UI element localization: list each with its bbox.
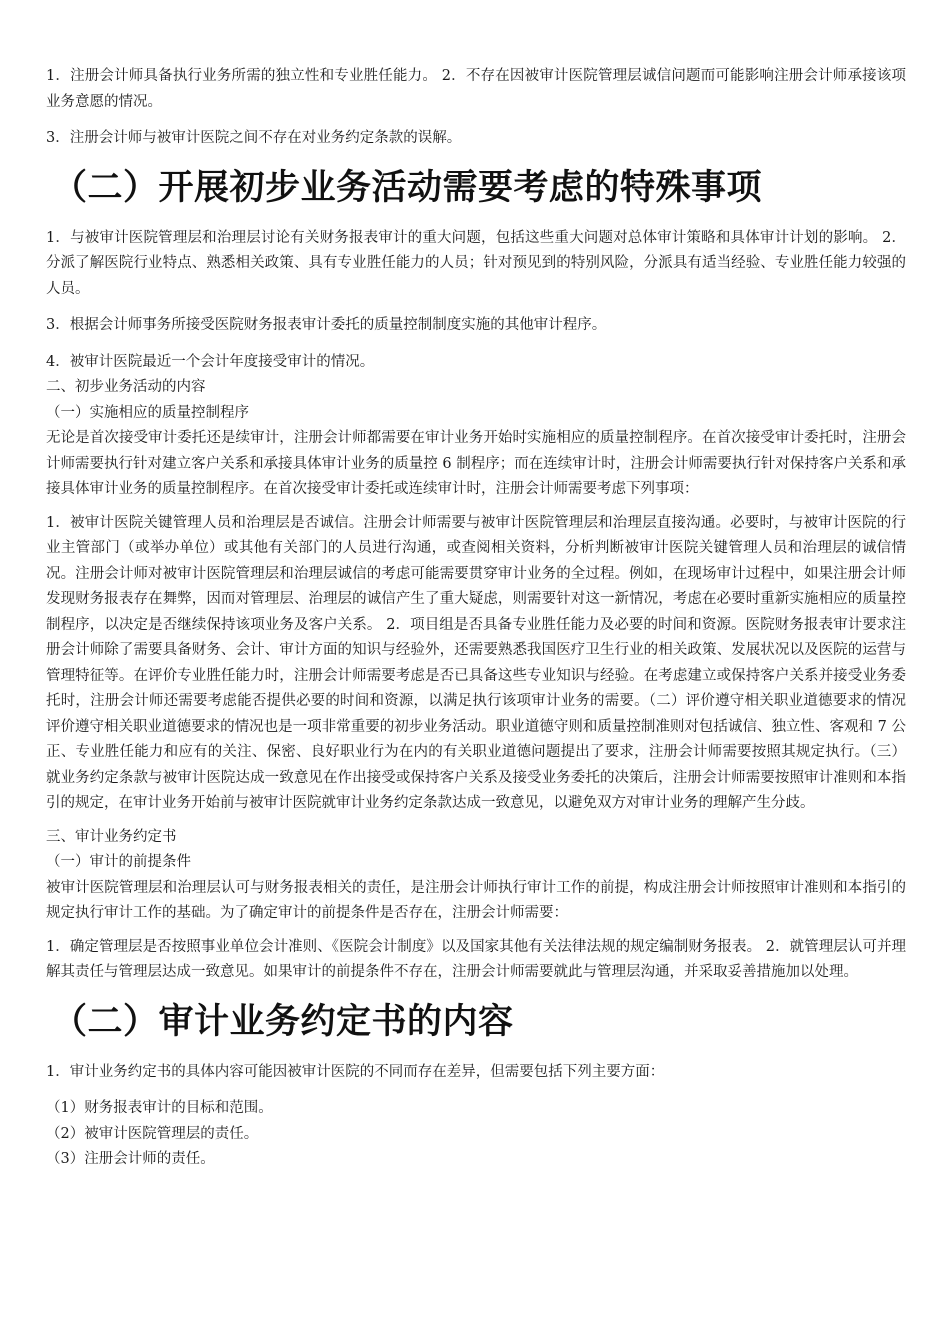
paragraph-independence: 1．注册会计师具备执行业务所需的独立性和专业胜任能力。 2．不存在因被审计医院管理层诚信问题而可能影响注册会计师承接该项业务意愿的情况。 [46,68,906,110]
section-heading-special-matters: （二）开展初步业务活动需要考虑的特殊事项 [52,167,763,208]
paragraph-quality-control-body: 无论是首次接受审计委托还是续审计，注册会计师都需要在审计业务开始时实施相应的质量控制程序。在首次接受审计委托时，注册会计师需要执行针对建立客户关系和承接具体审计业务的质量控 6 制程序；而在连续审计时，注册会计师需要执行针对保持客户关系和承接具体审计业务的质量控制程序。在首次接受审计委托或连续审计时，注册会计师需要考虑下列事项： [46,430,906,497]
paragraph-no-misunderstanding: 3．注册会计师与被审计医院之间不存在对业务约定条款的误解。 [46,130,462,146]
paragraph-preconditions-items: 1．确定管理层是否按照事业单位会计准则、《医院会计制度》以及国家其他有关法律法规的规定编制财务报表。 2．就管理层认可并理解其责任与管理层达成一致意见。如果审计的前提条件不存在，注册会计师需要就此与管理层沟通，并采取妥善措施加以处理。 [46,938,906,980]
paragraph-integrity-competence: 1．被审计医院关键管理人员和治理层是否诚信。注册会计师需要与被审计医院管理层和治理层直接沟通。必要时，与被审计医院的行业主管部门（或举办单位）或其他有关部门的人员进行沟通，或查阅相关资料，分析判断被审计医院关键管理人员和治理层的诚信情况。注册会计师对被审计医院管理层和治理层诚信的考虑可能需要贯穿审计业务的全过程。例如，在现场审计过程中，如果注册会计师发现财务报表存在舞弊，因而对管理层、治理层的诚信产生了重大疑虑，则需要针对这一新情况，考虑在必要时重新实施相应的质量控制程序，以决定是否继续保持该项业务及客户关系。 2．项目组是否具备专业胜任能力及必要的时间和资源。医院财务报表审计要求注册会计师除了需要具备财务、会计、审计方面的知识与经验外，还需要熟悉我国医疗卫生行业的相关政策、发展状况以及医院的运营与管理特征等。在评价专业胜任能力时，注册会计师需要考虑是否已具备这些专业知识与经验。在考虑建立或保持客户关系并接受业务委托时，注册会计师还需要考虑能否提供必要的时间和资源，以满足执行该项审计业务的需要。（二）评价遵守相关职业道德要求的情况评价遵守相关职业道德要求的情况也是一项非常重要的初步业务活动。职业道德守则和质量控制准则对包括诚信、独立性、客观和 7 公正、专业胜任能力和应有的关注、保密、良好职业行为在内的有关职业道德问题提出了要求，注册会计师需要按照其规定执行。（三）就业务约定条款与被审计医院达成一致意见在作出接受或保持客户关系及接受业务委托的决策后，注册会计师需要按照审计准则和本指引的规定，在审计业务开始前与被审计医院就审计业务约定条款达成一致意见，以避免双方对审计业务的理解产生分歧。 [46,514,906,811]
subheading-activity-content: 二、初步业务活动的内容 [46,379,206,395]
paragraph-preconditions-body: 被审计医院管理层和治理层认可与财务报表相关的责任，是注册会计师执行审计工作的前提，构成注册会计师按照审计准则和本指引的规定执行审计工作的基础。为了确定审计的前提条件是否存在，注册会计师需要： [46,879,906,921]
paragraph-quality-control-procedures: 3．根据会计师事务所接受医院财务报表审计委托的质量控制制度实施的其他审计程序。 [46,317,607,333]
paragraph-prior-year-audit: 4．被审计医院最近一个会计年度接受审计的情况。 [46,353,375,370]
subheading-preconditions: （一）审计的前提条件 [46,854,191,870]
section-heading-letter-content: （二）审计业务约定书的内容 [52,1001,514,1042]
subheading-quality-control: （一）实施相应的质量控制程序 [46,404,249,421]
subheading-engagement-letter: 三、审计业务约定书 [46,828,177,845]
list-item-management-responsibility: （2）被审计医院管理层的责任。 [46,1125,259,1142]
list-item-objective-scope: （1）财务报表审计的目标和范围。 [46,1100,273,1116]
list-item-auditor-responsibility: （3）注册会计师的责任。 [46,1151,215,1167]
paragraph-letter-content-intro: 1．审计业务约定书的具体内容可能因被审计医院的不同而存在差异，但需要包括下列主要方面： [46,1063,665,1080]
paragraph-discuss-issues: 1．与被审计医院管理层和治理层讨论有关财务报表审计的重大问题，包括这些重大问题对总体审计策略和具体审计计划的影响。 2．分派了解医院行业特点、熟悉相关政策、具有专业胜任能力的人员；针对预见到的特别风险，分派具有适当经验、专业胜任能力较强的人员。 [46,229,906,297]
